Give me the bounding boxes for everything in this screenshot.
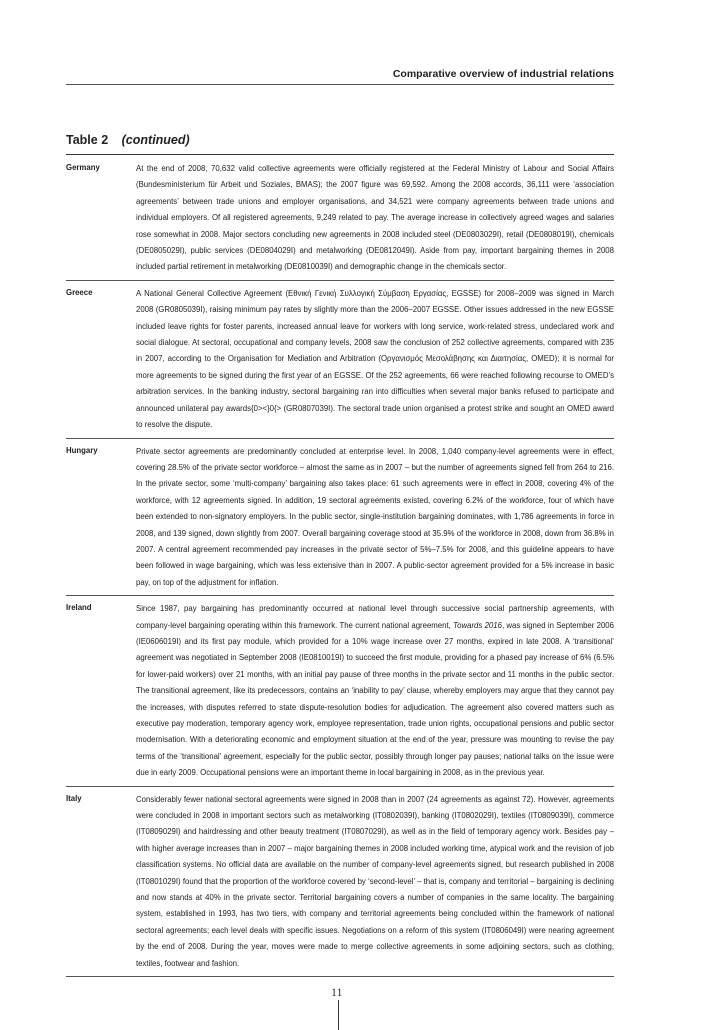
country-name: Hungary — [66, 445, 98, 455]
page-number: 11 — [331, 985, 343, 999]
country-description: Considerably fewer national sectoral agreements were signed in 2008 than in 2007 (24 agreements as against 72). However, agreements were concluded in 2008 in important sectors such as metalworking (IT0802039I), banking (IT0802029I), textiles (IT0809039I), commerce (IT0809029I) and hairdressing and other beauty treatment (IT0807029I), as well as in the field of temporary agency work. Besides pay – with higher average increases than in 2007 – major bargaining themes in 2008 included working time, atypical work and the revision of job classification systems. No official data are available on the number of company-level agreements signed, but research published in 2008 (IT0801029I) found that the proportion of the workforce covered by ‘second-level’ – that is, company and territorial – bargaining is declining and now stands at 40% in the private sector. Territorial bargaining covers a number of companies in the same locality. The bargaining system, established in 1993, has two tiers, with company and territorial agreements being concluded within the framework of national sectoral agreements; each level deals with specific issues. Negotiations on a reform of this system (IT0806049I) were nearing agreement by the end of 2008. During the year, moves were made to merge collective agreements in some adjoining sectors, such as clothing, textiles, footwear and fashion. — [136, 794, 614, 968]
table-caption — [66, 133, 190, 147]
page-number-rule — [338, 1000, 339, 1030]
header-title: Comparative overview of industrial relations — [392, 68, 614, 80]
country-description: A National General Collective Agreement (Εθνική Γενική Συλλογική Σύμβαση Εργασίας, EGSSE) for 2008–2009 was signed in March 2008 (GR0805039I), raising minimum pay rates by slightly more than the 2006–2007 EGSSE. Other issues addressed in the new EGSSE included leave rights for foster parents, increased annual leave for workers with long service, work-related stress, undeclared work and social dialogue. At sectoral, occupational and company levels, 2008 saw the conclusion of 252 collective agreements, compared with 235 in 2007, according to the Organisation for Mediation and Arbitration (Οργανισμός Μεσολάβησης και Διαιτησίας, OMED); it is normal for more agreements to be signed during the first year of an EGSSE. Of the 252 agreements, 66 were reached following recourse to OMED’s arbitration services. In the banking industry, sectoral bargaining ran into difficulties when several major banks refused to participate and announced unilateral pay awards{0><}0{> (GR0807039I). The sectoral trade union organised a protest strike and sought an OMED award to resolve the dispute. — [136, 288, 614, 430]
country-name: Italy — [66, 793, 82, 803]
country-description: Private sector agreements are predominantly concluded at enterprise level. In 2008, 1,040 company-level agreements were in effect, covering 28.5% of the private sector workforce – almost the same as in 2007 – but the number of agreements signed fell from 264 to 216. In the private sector, some ‘multi-company’ bargaining also takes place: 61 such agreements were in effect in 2008, covering 4% of the workforce, with 12 agreements signed. In addition, 19 sectoral agreements existed, covering 6.2% of the workforce, four of which have been extended to non-signatory employers. In the public sector, single-institution bargaining dominates, with 1,786 agreements in force in 2008, and 139 signed, down slightly from 2007. Overall bargaining coverage stood at 35.9% of the workforce in 2008, down from 36.8% in 2007. A central agreement recommended pay increases in the private sector of 5%–7.5% for 2008, and this guideline appears to have been followed in wage bargaining, which was less extensive than in 2007. A public-sector agreement provided for a 5% increase in basic pay, on top of the adjustment for inflation. — [136, 446, 614, 587]
header-rule — [66, 84, 614, 85]
table-caption-continued: (continued) — [121, 133, 190, 147]
table-row-ireland — [66, 596, 614, 786]
country-name: Ireland — [66, 603, 92, 613]
country-name: Greece — [66, 287, 93, 297]
table-row-italy — [66, 787, 614, 977]
country-table — [66, 156, 614, 977]
country-description — [136, 601, 614, 781]
table-caption-label: Table 2 — [66, 133, 109, 147]
table-row-greece — [66, 281, 614, 439]
country-description: At the end of 2008, 70,632 valid collective agreements were officially registered at the Federal Ministry of Labour and Social Affairs (Bundesministerium für Arbeit und Soziales, BMAS); the 2007 figure was 69,592. Among the 2008 accords, 36,111 were ‘association agreements’ between trade unions and employer organisations, and 34,521 were company agreements between trade unions and individual employers. Of all registered agreements, 9,249 related to pay. The average increase in collectively agreed wages and salaries rose somewhat in 2008. Major sectors concluding new agreements in 2008 included steel (DE0803029I), retail (DE0808019I), chemicals (DE0805029I), public services (DE0804029I) and metalworking (DE0812049I). Aside from pay, important bargaining themes in 2008 included partial retirement in metalworking (DE0810039I) and demographic change in the chemicals sector. — [136, 164, 614, 272]
country-name: Germany — [66, 163, 100, 172]
table-row-germany — [66, 156, 614, 281]
caption-rule — [66, 154, 614, 155]
description-part: , was signed in September 2006 (IE0606019I) and its first pay module, which provided for a 10% wage increase over 27 months, expired in late 2008. A ‘transitional’ agreement was negotiated in September 2008 (IE0810019I) to succeed the first module, providing for a phased pay increase of 6% (6.5% for lower-paid workers) over 21 months, with an initial pay pause of three months in the private sector and 11 months in the public sector. The transitional agreement, like its predecessors, contains an ‘inability to pay’ clause, whereby employers may argue that they cannot pay the increases, with disputes referred to state dispute-resolution bodies for adjudication. The agreement also covered matters such as executive pay moderation, temporary agency work, employee representation, trade union rights, occupational pensions and public sector modernisation. With a deteriorating economic and employment situation at the end of the year, pressure was mounting to revise the pay terms of the ‘transitional’ agreement, especially for the public sector, possibly through longer pay pauses; national talks on the issue were due in early 2009. Occupational pensions were an important theme in local bargaining in 2008, as in the previous year. — [136, 620, 614, 778]
agreement-title: Towards 2016 — [453, 620, 502, 630]
table-row-hungary — [66, 439, 614, 597]
description-part: Since 1987, pay bargaining has predominantly occurred at national level through successive social partnership agreements, with company-level bargaining operating within this framework. The current national agreement, — [136, 604, 614, 630]
